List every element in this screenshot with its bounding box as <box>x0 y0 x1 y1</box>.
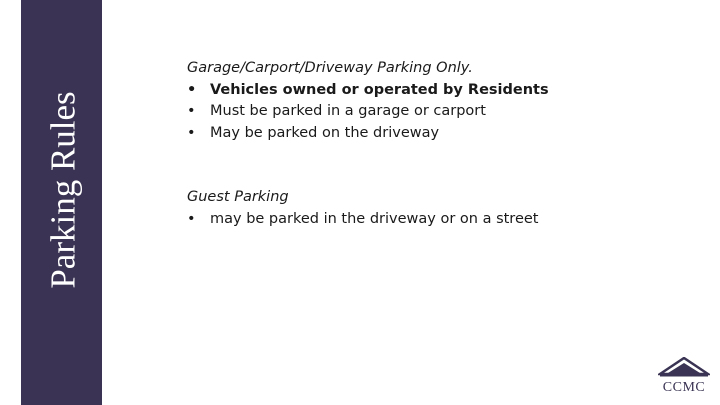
slide-content <box>187 58 687 230</box>
bullet-text: May be parked on the driveway <box>210 124 440 141</box>
section-guest-parking <box>187 187 687 230</box>
section-heading: Guest Parking <box>187 189 289 205</box>
bullet-item <box>187 209 687 231</box>
roof-triangle-icon <box>658 357 710 377</box>
bullet-text: Vehicles owned or operated by Residents <box>210 81 549 98</box>
bullet-icon: • <box>187 103 196 119</box>
bullet-item <box>187 123 687 145</box>
bullet-item <box>187 101 687 123</box>
section-heading: Garage/Carport/Driveway Parking Only. <box>187 60 473 76</box>
bullet-list <box>187 80 687 145</box>
section-resident-parking <box>187 58 687 144</box>
company-logo <box>658 357 710 403</box>
logo-text: CCMC <box>662 380 706 395</box>
bullet-item <box>187 80 687 102</box>
bullet-icon: • <box>187 124 196 141</box>
bullet-text: Must be parked in a garage or carport <box>210 103 486 119</box>
bullet-text: may be parked in the driveway or on a street <box>210 210 539 227</box>
bullet-icon: • <box>187 210 196 227</box>
slide-title: Parking Rules <box>43 91 83 289</box>
bullet-icon: • <box>187 81 197 98</box>
bullet-list <box>187 209 687 231</box>
